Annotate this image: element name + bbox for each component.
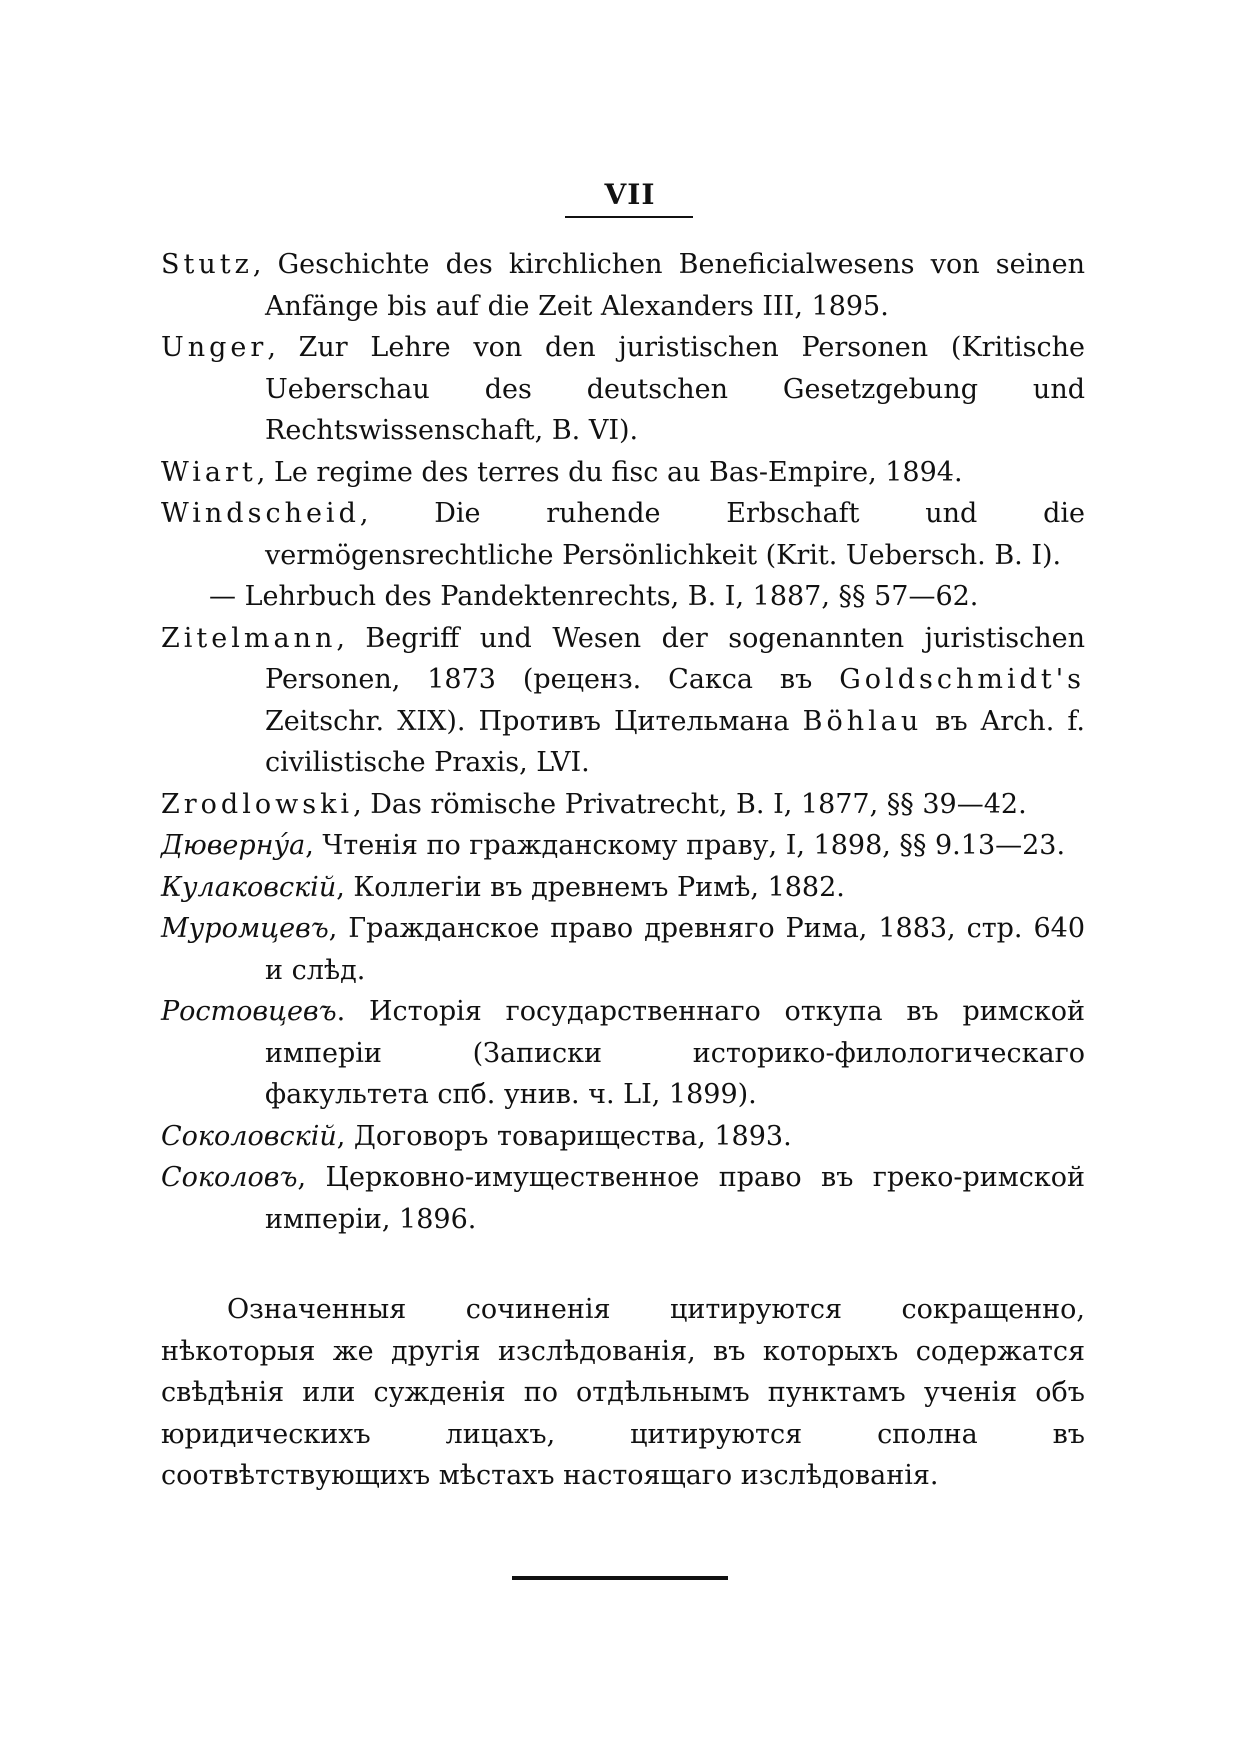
entry-text: , Чтенія по гражданскому праву, I, 1898, §§ 9.13—23. <box>305 830 1066 861</box>
entry-text: , Begriff und Wesen der sogenannten juristischen Personen, 1873 (реценз. Сакса въ <box>265 622 1085 695</box>
entry-author: Соколовскій <box>161 1120 337 1152</box>
bibliography-entry <box>161 991 1085 1116</box>
entry-author: Дюверну́а <box>161 830 306 861</box>
entry-author: Ростовцевъ <box>161 996 337 1027</box>
entry-author: Wiart <box>161 456 257 488</box>
bibliography-entry <box>161 825 1085 867</box>
entry-author: Кулаковскій <box>161 871 337 903</box>
bibliography-entry <box>161 493 1085 576</box>
bibliography-entry <box>161 618 1085 784</box>
entry-spaced-name: Böhlau <box>802 705 923 737</box>
entry-spaced-name: Goldschmidt's <box>839 664 1085 695</box>
entry-author: Unger <box>161 332 268 363</box>
entry-text: , Гражданское право древняго Рима, 1883, стр. 640 и слѣд. <box>265 913 1085 986</box>
header-rule <box>565 216 693 218</box>
entry-text: , Le regime des terres du fisc au Bas-Empire, 1894. <box>256 456 963 488</box>
bibliography-entry <box>161 327 1085 452</box>
bibliography-entry <box>161 244 1085 327</box>
page-number: VII <box>604 178 656 211</box>
entry-dash: — <box>209 581 236 612</box>
entry-author: Stutz <box>161 249 253 280</box>
bibliography-entry <box>161 1157 1085 1240</box>
end-rule <box>512 1576 728 1580</box>
entry-text: въ Arch. f. civilistische Praxis, LVI. <box>265 705 1085 778</box>
entry-text: , Коллегіи въ древнемъ Римѣ, 1882. <box>336 871 845 903</box>
entry-author: Zrodlowski <box>161 788 354 820</box>
entry-author: Windscheid <box>161 498 360 529</box>
entry-text: , Договоръ товарищества, 1893. <box>336 1120 792 1152</box>
bibliography-list <box>161 244 1085 1240</box>
entry-text: Lehrbuch des Pandektenrechts, B. I, 1887, §§ 57—62. <box>236 581 979 612</box>
entry-text: , Die ruhende Erbschaft und die vermögensrechtliche Persönlichkeit (Krit. Uebersch. B. I). <box>265 498 1085 571</box>
entry-text: . Исторія государственнаго откупа въ римской имперіи (Записки историко-филологическаго факультета спб. унив. ч. LI, 1899). <box>265 996 1085 1110</box>
entry-author: Муромцевъ <box>161 913 329 944</box>
entry-text: Zeitschr. XIX). Противъ Цительмана <box>265 705 803 737</box>
bibliography-entry <box>161 784 1085 826</box>
bibliography-entry <box>161 908 1085 991</box>
bibliography-entry <box>161 576 1085 618</box>
entry-text: , Geschichte des kirchlichen Beneficialwesens von seinen Anfänge bis auf die Zeit Alexanders III, 1895. <box>252 249 1085 322</box>
closing-paragraph: Означенныя сочиненія цитируются сокращенно, нѣкоторыя же другія изслѣдованія, въ которыхъ содержатся свѣдѣнія или сужденія по отдѣльнымъ пунктамъ ученія объ юридическихъ лицахъ, цитируются сполна въ соотвѣтствующихъ мѣстахъ настоящаго изслѣдованія. <box>161 1294 1085 1491</box>
entry-text: , Церковно-имущественное право въ греко-римской имперіи, 1896. <box>265 1162 1085 1235</box>
bibliography-entry <box>161 867 1085 909</box>
entry-author: Zitelmann <box>161 622 337 654</box>
bibliography-entry <box>161 1116 1085 1158</box>
entry-text: , Zur Lehre von den juristischen Personen (Kritische Ueberschau des deutschen Gesetzgebung und Rechtswissenschaft, B. VI). <box>265 332 1085 446</box>
entry-text: , Das römische Privatrecht, B. I, 1877, §§ 39—42. <box>353 788 1027 820</box>
entry-author: Соколовъ <box>161 1162 298 1193</box>
bibliography-entry <box>161 452 1085 494</box>
